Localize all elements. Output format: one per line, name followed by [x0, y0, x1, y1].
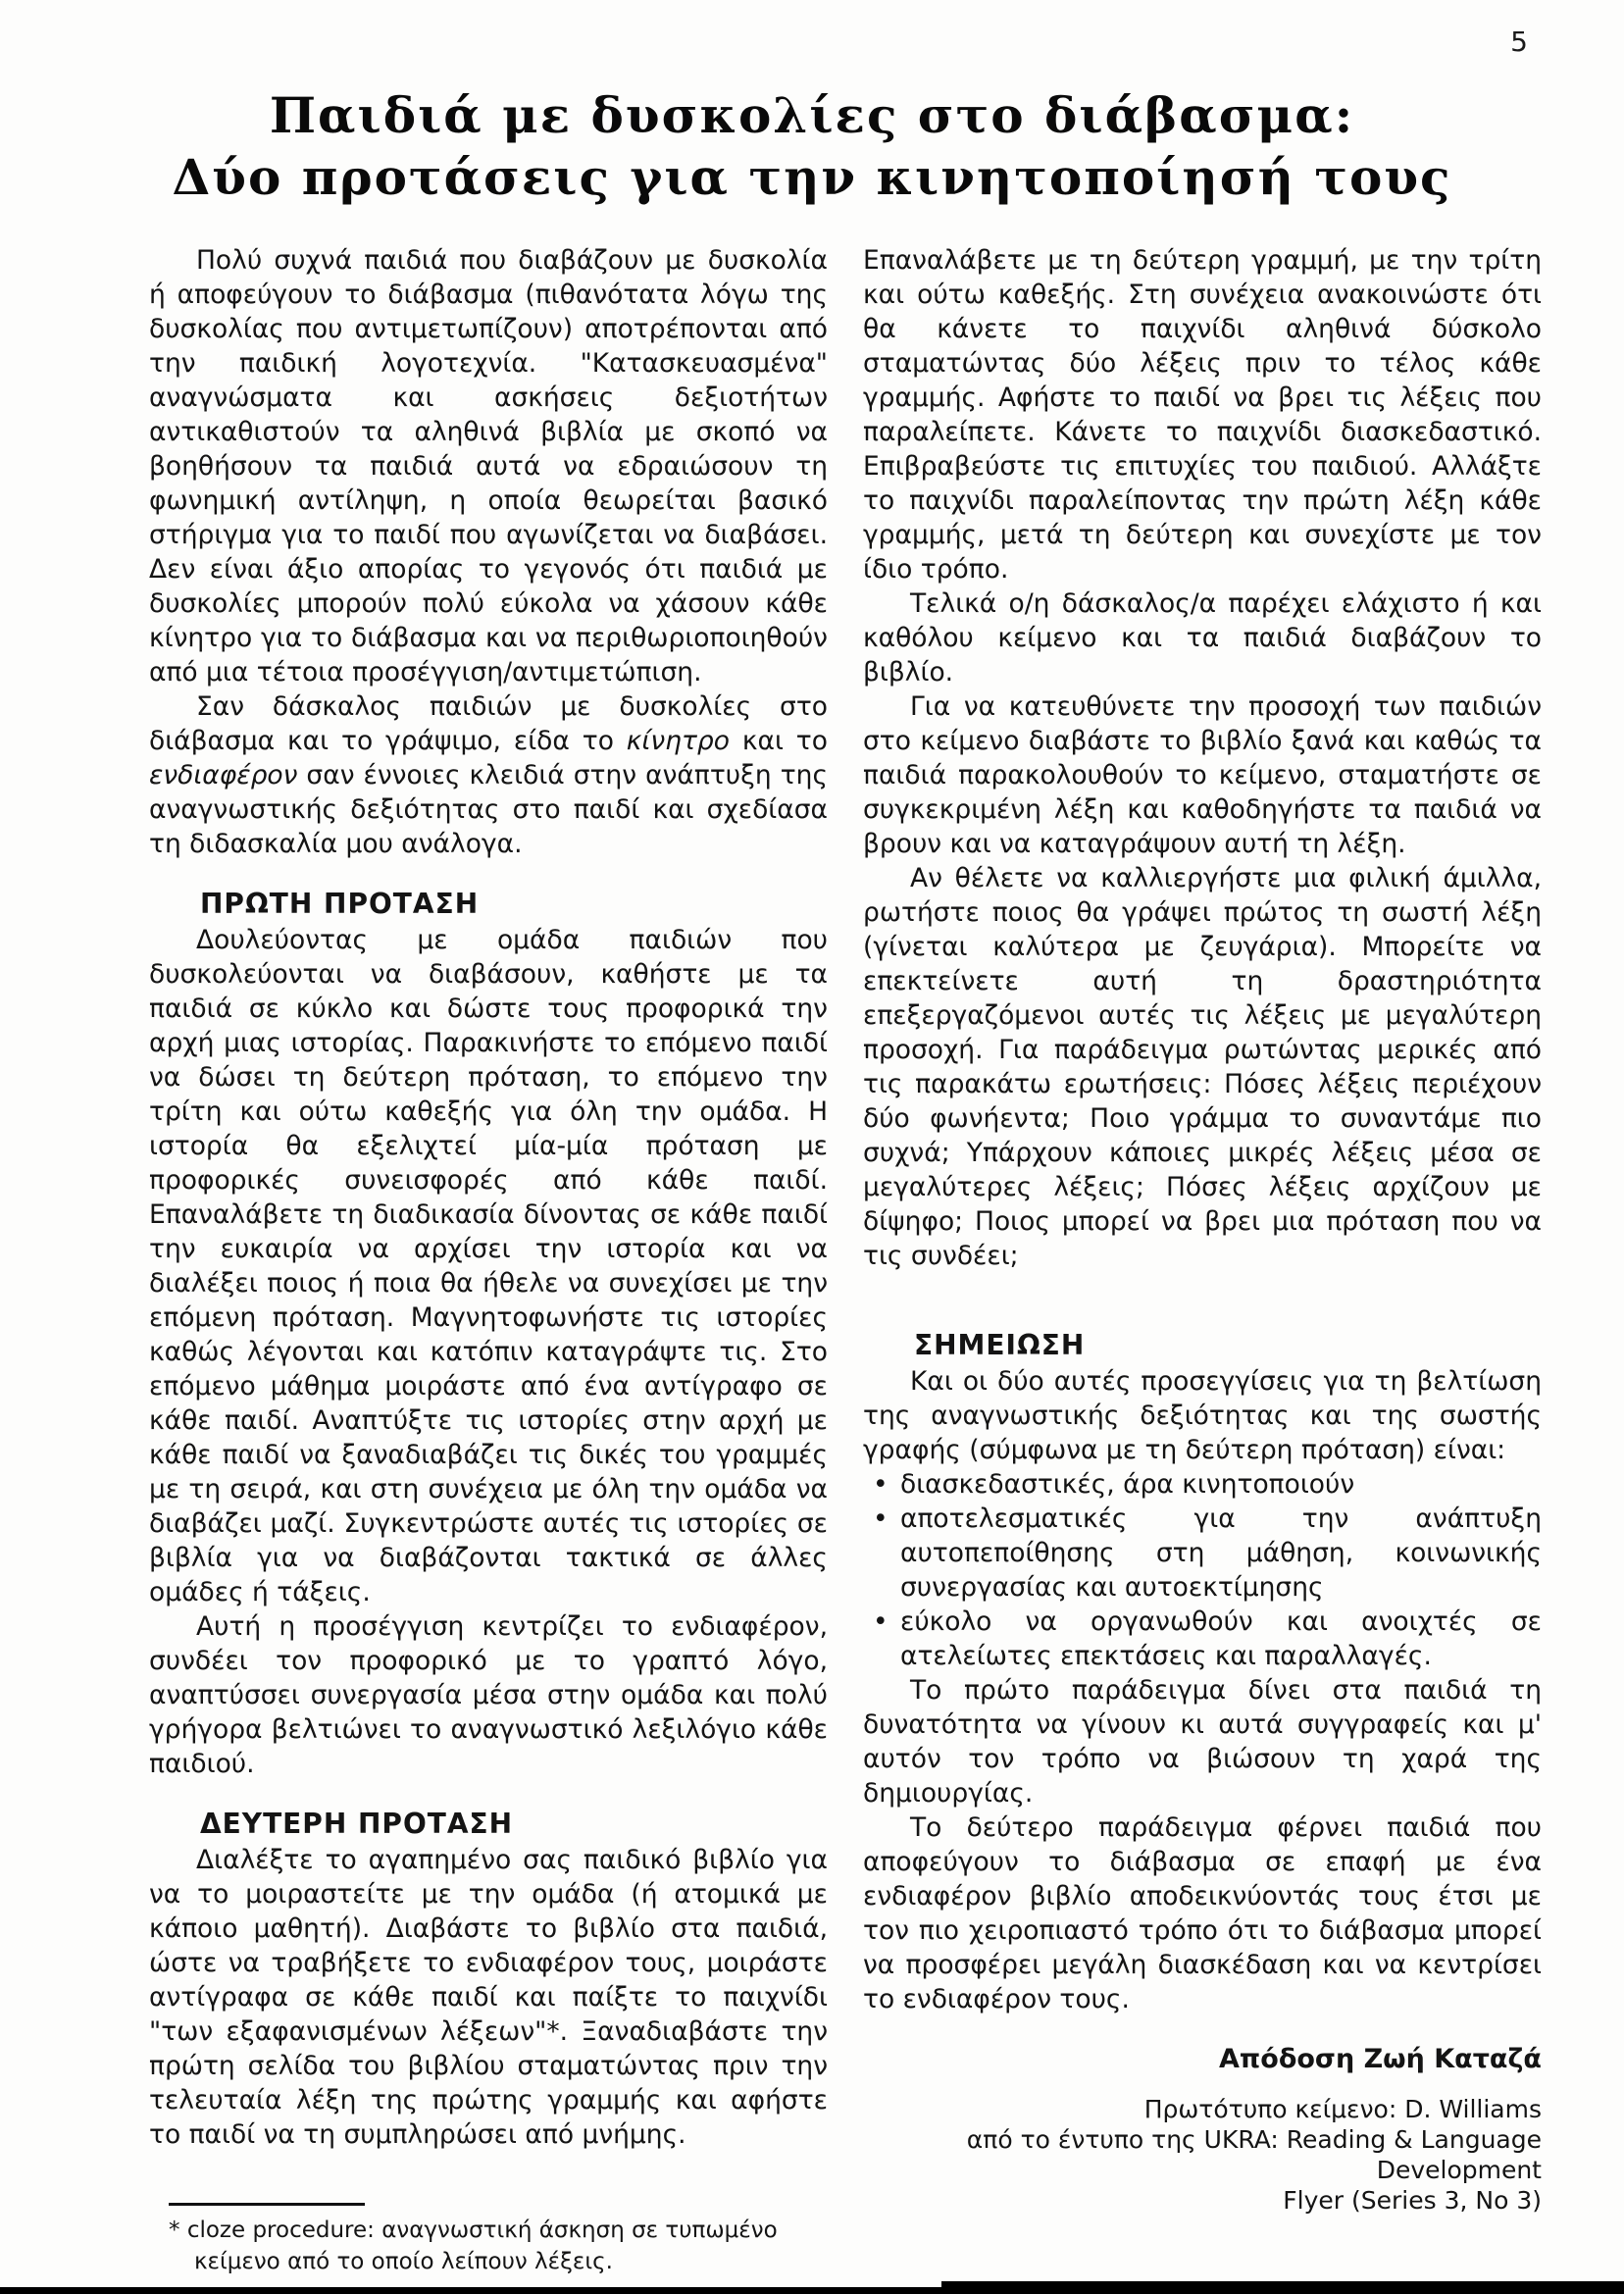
- text-run: και το: [729, 726, 828, 756]
- section-heading: ΠΡΩΤΗ ΠΡΟΤΑΣΗ: [200, 888, 480, 920]
- right-column: [863, 243, 1542, 2277]
- source-credit-line: Flyer (Series 3, No 3): [1283, 2186, 1542, 2215]
- text-run: Και οι δύο αυτές προσεγγίσεις για τη βελτίωση της αναγνωστικής δεξιότητας και της σωστής γραφής (σύμφωνα με τη δεύτερη πρόταση) είναι:: [863, 1366, 1542, 1465]
- paragraph: [863, 586, 1542, 689]
- bottom-scan-artifact-right: [941, 2281, 1624, 2294]
- source-credit-line: Πρωτότυπο κείμενο: D. Williams: [1143, 2095, 1542, 2123]
- article-body: [149, 243, 1542, 2277]
- source-credit-line: από το έντυπο της UKRA: Reading & Language Development: [966, 2125, 1542, 2184]
- paragraph: [149, 1609, 828, 1781]
- paragraph: [863, 1673, 1542, 1810]
- article-title: [0, 84, 1624, 208]
- text-run: Αν θέλετε να καλλιεργήστε μια φιλική άμιλλα, ρωτήστε ποιος θα γράψει πρώτος τη σωστή λέξη (γίνεται καλύτερα με ζευγάρια). Μπορείτε να επεκτείνετε αυτή τη δραστηριότητα επεξεργαζόμενοι αυτές τις λέξεις με μεγαλύτερη προσοχή. Για παράδειγμα ρωτώντας μερικές από τις παρακάτω ερωτήσεις: Πόσες λέξεις περιέχουν δύο φωνήεντα; Ποιο γράμμα το συναντάμε πιο συχνά; Υπάρχουν κάποιες μικρές λέξεις μέσα σε μεγαλύτερες λέξεις; Πόσες λέξεις αρχίζουν με δίψηφο; Ποιος μπορεί να βρει μια πρόταση που να τις συνδέει;: [863, 863, 1542, 1271]
- paragraph: [863, 1364, 1542, 1467]
- text-run: Το δεύτερο παράδειγμα φέρνει παιδιά που αποφεύγουν το διάβασμα σε επαφή με ένα ενδιαφέρον βιβλίο αποδεικνύοντάς τους έτσι με τον πιο χειροπιαστό τρόπο ότι το διάβασμα μπορεί να προσφέρει μεγάλη διασκέδαση και να κεντρίσει το ενδιαφέρον τους.: [863, 1812, 1542, 2014]
- footnote-marker: *: [169, 2218, 187, 2243]
- paragraph: [863, 861, 1542, 1273]
- paragraph: [149, 1843, 828, 2152]
- page-number: 5: [1510, 25, 1528, 58]
- text-run: Πολύ συχνά παιδιά που διαβάζουν με δυσκολία ή αποφεύγουν το διάβασμα (πιθανότατα λόγω της δυσκολίας που αντιμετωπίζουν) αποτρέπονται από την παιδική λογοτεχνία. "Κατασκευασμένα" αναγνώσματα και ασκήσεις δεξιοτήτων αντικαθιστούν τα αληθινά βιβλία με σκοπό να βοηθήσουν τα παιδιά αυτά να εδραιώσουν τη φωνημική αντίληψη, η οποία θεωρείται βασικό στήριγμα για το παιδί που αγωνίζεται να διαβάσει. Δεν είναι άξιο απορίας το γεγονός ότι παιδιά με δυσκολίες μπορούν πολύ εύκολα να χάσουν κάθε κίνητρο για το διάβασμα και να περιθωριοποιηθούν από μια τέτοια προσέγγιση/αντιμετώπιση.: [149, 245, 828, 688]
- paragraph: [863, 1810, 1542, 2016]
- bullet-item: • εύκολο να οργανωθούν και ανοιχτές σε ατελείωτες επεκτάσεις και παραλλαγές.: [900, 1605, 1542, 1673]
- emphasized-text: κίνητρο: [626, 726, 730, 756]
- text-run: Διαλέξτε το αγαπημένο σας παιδικό βιβλίο για να το μοιραστείτε με την ομάδα (ή ατομικά με κάποιο μαθητή). Διαβάστε το βιβλίο στα παιδιά, ώστε να τραβήξετε το ενδιαφέρον τους, μοιράστε αντίγραφα σε κάθε παιδί και παίξτε το παιχνίδι "των εξαφανισμένων λέξεων"*. Ξαναδιαβάστε την πρώτη σελίδα του βιβλίου σταματώντας πριν την τελευταία λέξη της πρώτης γραμμής και αφήστε το παιδί να τη συμπληρώσει από μνήμης.: [149, 1845, 828, 2150]
- section-heading: ΔΕΥΤΕΡΗ ΠΡΟΤΑΣΗ: [200, 1808, 514, 1840]
- section-heading: ΣΗΜΕΙΩΣΗ: [914, 1329, 1086, 1361]
- emphasized-text: ενδιαφέρον: [149, 760, 298, 790]
- bullet-list: [863, 1467, 1542, 1673]
- footnote: [149, 2203, 828, 2277]
- footnote-text: [169, 2215, 828, 2277]
- paragraph: [863, 243, 1542, 586]
- paragraph: [863, 689, 1542, 861]
- translator-credit: Απόδοση Ζωή Καταζά: [1219, 2044, 1542, 2074]
- text-run: Επαναλάβετε με τη δεύτερη γραμμή, με την τρίτη και ούτω καθεξής. Στη συνέχεια ανακοινώστε ότι θα κάνετε το παιχνίδι αληθινά δύσκολο σταματώντας δύο λέξεις πριν το τέλος κάθε γραμμής. Αφήστε το παιδί να βρει τις λέξεις που παραλείπετε. Κάνετε το παιχνίδι διασκεδαστικό. Επιβραβεύστε τις επιτυχίες του παιδιού. Αλλάξτε το παιχνίδι παραλείποντας την πρώτη λέξη κάθε γραμμής, μετά τη δεύτερη και συνεχίστε με τον ίδιο τρόπο.: [863, 245, 1542, 585]
- paragraph: [149, 689, 828, 861]
- title-line-1: Παιδιά με δυσκολίες στο διάβασμα:: [269, 86, 1355, 144]
- footnote-rule: [169, 2203, 365, 2206]
- text-run: Δουλεύοντας με ομάδα παιδιών που δυσκολεύονται να διαβάσουν, καθήστε με τα παιδιά σε κύκλο και δώστε τους προφορικά την αρχή μιας ιστορίας. Παρακινήστε το επόμενο παιδί να δώσει τη δεύτερη πρόταση, το επόμενο την τρίτη και ούτω καθεξής για όλη την ομάδα. Η ιστορία θα εξελιχτεί μία-μία πρόταση με προφορικές συνεισφορές από κάθε παιδί. Επαναλάβετε τη διαδικασία δίνοντας σε κάθε παιδί την ευκαιρία να αρχίσει την ιστορία και να διαλέξει ποιος ή ποια θα ήθελε να συνεχίσει με την επόμενη πρόταση. Μαγνητοφωνήστε τις ιστορίες καθώς λέγονται και κατόπιν καταγράψτε τις. Στο επόμενο μάθημα μοιράστε από ένα αντίγραφο σε κάθε παιδί. Αναπτύξτε τις ιστορίες στην αρχή με κάθε παιδί να ξαναδιαβάζει τις δικές του γραμμές με τη σειρά, και στη συνέχεια με όλη την ομάδα να διαβάζει μαζί. Συγκεντρώστε αυτές τις ιστορίες σε βιβλία για να διαβάζονται τακτικά σε άλλες ομάδες ή τάξεις.: [149, 925, 828, 1607]
- footnote-body: cloze procedure: αναγνωστική άσκηση σε τυπωμένο κείμενο από το οποίο λείπουν λέξεις.: [186, 2218, 778, 2274]
- text-run: σαν έννοιες κλειδιά στην ανάπτυξη της αναγνωστικής δεξιότητας στο παιδί και σχεδίασα τη διδασκαλία μου ανάλογα.: [149, 760, 828, 859]
- text-run: Για να κατευθύνετε την προσοχή των παιδιών στο κείμενο διαβάστε το βιβλίο ξανά και καθώς τα παιδιά παρακολουθούν το κείμενο, σταματήστε σε συγκεκριμένη λέξη και καθοδηγήστε τα παιδιά να βρουν και να καταγράψουν αυτή τη λέξη.: [863, 691, 1542, 859]
- text-run: Αυτή η προσέγγιση κεντρίζει το ενδιαφέρον, συνδέει τον προφορικό με το γραπτό λόγο, αναπτύσσει συνεργασία μέσα στην ομάδα και πολύ γρήγορα βελτιώνει το αναγνωστικό λεξιλόγιο κάθε παιδιού.: [149, 1611, 828, 1779]
- text-run: Τελικά ο/η δάσκαλος/α παρέχει ελάχιστο ή και καθόλου κείμενο και τα παιδιά διαβάζουν το βιβλίο.: [863, 588, 1542, 688]
- paragraph: [149, 923, 828, 1609]
- text-run: Σαν δάσκαλος παιδιών με δυσκολίες στο διάβασμα και το γράψιμο, είδα το: [149, 691, 828, 756]
- title-line-2: Δύο προτάσεις για την κινητοποίησή τους: [172, 148, 1452, 206]
- bullet-item: • αποτελεσματικές για την ανάπτυξη αυτοπεποίθησης στη μάθηση, κοινωνικής συνεργασίας και αυτοεκτίμησης: [900, 1502, 1542, 1605]
- paragraph: [149, 243, 828, 689]
- text-run: Το πρώτο παράδειγμα δίνει στα παιδιά τη δυνατότητα να γίνουν κι αυτά συγγραφείς και μ' αυτόν τον τρόπο να βιώσουν τη χαρά της δημιουργίας.: [863, 1675, 1542, 1809]
- bullet-item: • διασκεδαστικές, άρα κινητοποιούν: [900, 1467, 1542, 1502]
- left-column: [149, 243, 828, 2277]
